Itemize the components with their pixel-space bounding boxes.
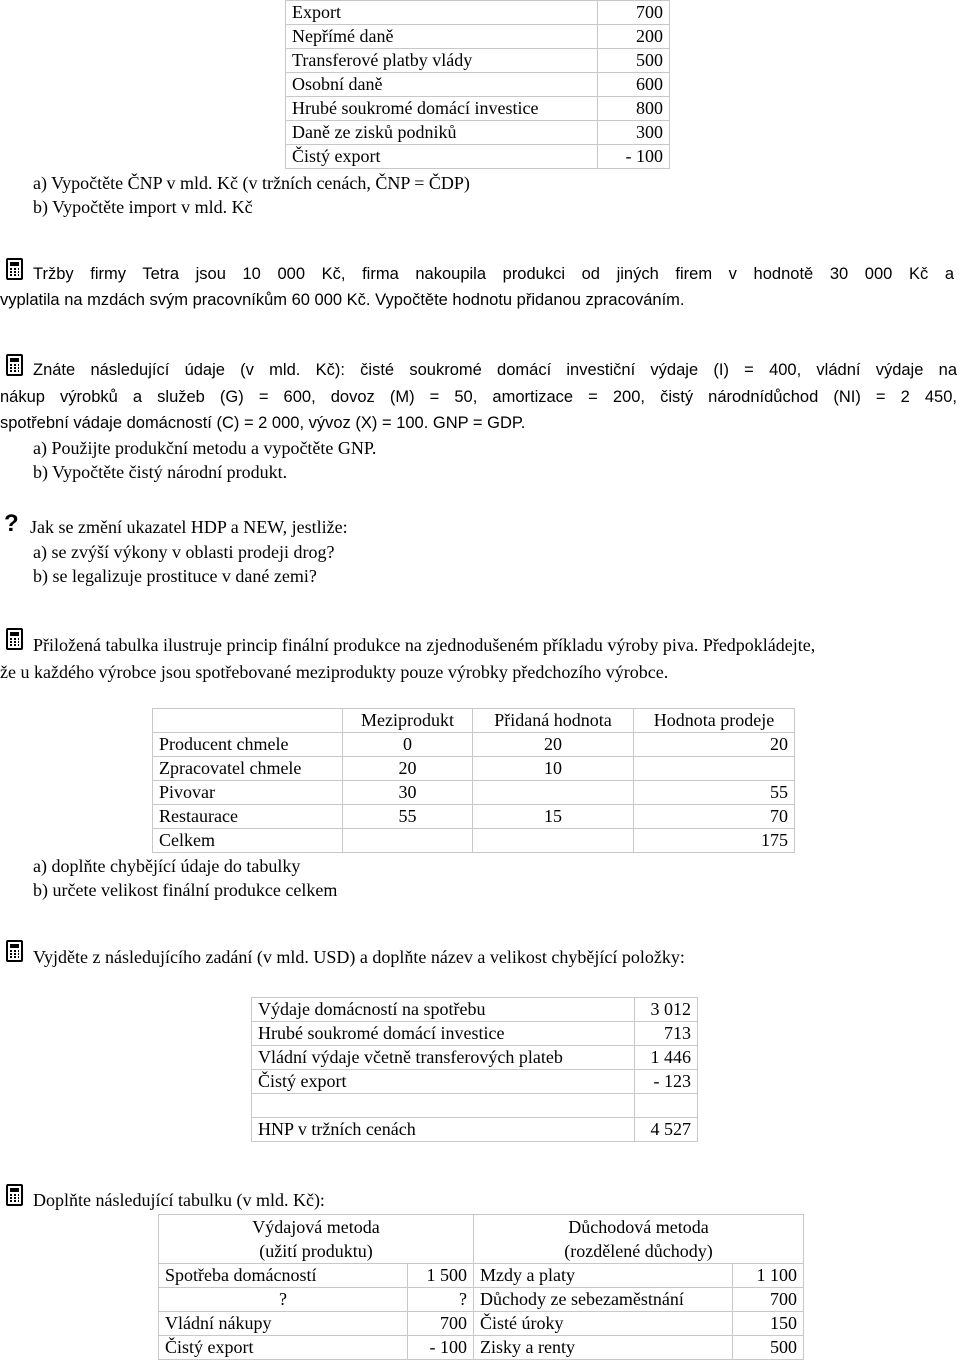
table-row — [159, 1264, 804, 1288]
table-row — [286, 97, 670, 121]
task4-line1: Jak se změní ukazatel HDP a NEW, jestliže: — [30, 517, 348, 537]
task3-line2: nákup výrobků a služeb (G) = 600, dovoz (M) = 50, amortizace = 200, čistý národnídůchod (NI) = 2 450, — [0, 388, 957, 406]
row-value: - 123 — [635, 1070, 698, 1094]
row-label: Daně ze zisků podniků — [286, 121, 598, 145]
table-cell — [473, 829, 634, 853]
table-cell: 20 — [473, 733, 634, 757]
row-value: 700 — [598, 1, 670, 25]
table-cell: Důchody ze sebezaměstnání — [474, 1288, 733, 1312]
table-cell: 15 — [473, 805, 634, 829]
table-cell: 700 — [408, 1312, 474, 1336]
calculator-icon — [6, 940, 23, 962]
table-cell: Zpracovatel chmele — [153, 757, 343, 781]
column-header: Meziprodukt — [343, 709, 473, 733]
macro-data-table — [285, 0, 670, 169]
row-label — [252, 1094, 635, 1118]
table-row — [286, 25, 670, 49]
row-value: 1 446 — [635, 1046, 698, 1070]
table-row — [153, 757, 795, 781]
task5-line1: Přiložená tabulka ilustruje princip finální produkce na zjednodušeném příkladu výroby piva. Předpokládejte, — [33, 635, 816, 655]
table-header-row — [153, 709, 795, 733]
table-cell — [473, 781, 634, 805]
table-row — [252, 1022, 698, 1046]
task5-b: b) určete velikost finální produkce celkem — [33, 880, 338, 900]
column-header — [153, 709, 343, 733]
table-row — [159, 1288, 804, 1312]
row-label: Nepřímé daně — [286, 25, 598, 49]
row-value: 500 — [598, 49, 670, 73]
row-label: Osobní daně — [286, 73, 598, 97]
table-row — [252, 1070, 698, 1094]
question-mark-icon: ? — [4, 510, 19, 537]
task5-a: a) doplňte chybějící údaje do tabulky — [33, 856, 301, 876]
row-value: 600 — [598, 73, 670, 97]
table-row — [286, 49, 670, 73]
beer-production-table — [152, 708, 795, 853]
table-cell: Pivovar — [153, 781, 343, 805]
table-row — [286, 145, 670, 169]
table-cell: 0 — [343, 733, 473, 757]
task4-b: b) se legalizuje prostituce v dané zemi? — [33, 566, 317, 586]
table-cell: Celkem — [153, 829, 343, 853]
table-cell: 20 — [634, 733, 795, 757]
table-cell — [343, 829, 473, 853]
calculator-icon — [6, 1184, 23, 1206]
table-cell: Restaurace — [153, 805, 343, 829]
task3-line3: spotřební vádaje domácností (C) = 2 000, vývoz (X) = 100. GNP = GDP. — [0, 414, 526, 432]
row-value: 300 — [598, 121, 670, 145]
table-cell: 700 — [733, 1288, 804, 1312]
table-cell: ? — [408, 1288, 474, 1312]
task3-line1: Znáte následující údaje (v mld. Kč): čisté soukromé domácí investiční výdaje (I) = 400, vládní výdaje na — [33, 361, 957, 379]
task6-line1: Vyjděte z následujícího zadání (v mld. USD) a doplňte název a velikost chybějící položky: — [33, 947, 685, 967]
table-cell: 1 100 — [733, 1264, 804, 1288]
row-value: 4 527 — [635, 1118, 698, 1142]
table-cell: 10 — [473, 757, 634, 781]
task1-a: a) Vypočtěte ČNP v mld. Kč (v tržních cenách, ČNP = ČDP) — [33, 173, 470, 193]
table-row — [159, 1336, 804, 1360]
table-row — [286, 1, 670, 25]
table-row — [153, 805, 795, 829]
task1-b: b) Vypočtěte import v mld. Kč — [33, 197, 253, 217]
table-cell: Mzdy a platy — [474, 1264, 733, 1288]
row-label: Čistý export — [286, 145, 598, 169]
row-label: Výdaje domácností na spotřebu — [252, 998, 635, 1022]
task3-a: a) Použijte produkční metodu a vypočtěte GNP. — [33, 438, 377, 458]
row-label: Transferové platby vlády — [286, 49, 598, 73]
table-cell: 70 — [634, 805, 795, 829]
table-cell — [634, 757, 795, 781]
table-row — [286, 121, 670, 145]
table-cell: 55 — [634, 781, 795, 805]
row-label: Vládní výdaje včetně transferových plateb — [252, 1046, 635, 1070]
table-row — [159, 1312, 804, 1336]
head-right-1: Důchodová metoda — [568, 1217, 709, 1237]
column-header: Hodnota prodeje — [634, 709, 795, 733]
table-cell: Čistý export — [159, 1336, 408, 1360]
row-value: 200 — [598, 25, 670, 49]
table-row — [252, 998, 698, 1022]
task2-line1: Tržby firmy Tetra jsou 10 000 Kč, firma nakoupila produkci od jiných firem v hodnotě 30 000 Kč a — [33, 265, 954, 283]
usd-table — [251, 997, 698, 1142]
task3-b: b) Vypočtěte čistý národní produkt. — [33, 462, 288, 482]
table-cell: Čisté úroky — [474, 1312, 733, 1336]
row-value: 3 012 — [635, 998, 698, 1022]
table-row — [153, 733, 795, 757]
table-cell: 30 — [343, 781, 473, 805]
table-cell: 55 — [343, 805, 473, 829]
task4-a: a) se zvýší výkony v oblasti prodeji drog? — [33, 542, 335, 562]
row-label: Hrubé soukromé domácí investice — [286, 97, 598, 121]
row-label: Export — [286, 1, 598, 25]
head-right-2: (rozdělené důchody) — [564, 1241, 713, 1261]
table-row — [153, 781, 795, 805]
table-cell: 500 — [733, 1336, 804, 1360]
table-cell: 1 500 — [408, 1264, 474, 1288]
table-row — [252, 1046, 698, 1070]
table-row — [153, 829, 795, 853]
head-left-1: Výdajová metoda — [252, 1217, 380, 1237]
calculator-icon — [6, 354, 23, 376]
row-value — [635, 1094, 698, 1118]
task5-line2: že u každého výrobce jsou spotřebované meziprodukty pouze výrobky předchozího výrobce. — [0, 662, 669, 682]
table-row — [286, 73, 670, 97]
table-cell: - 100 — [408, 1336, 474, 1360]
row-value: - 100 — [598, 145, 670, 169]
task7-line1: Doplňte následující tabulku (v mld. Kč): — [33, 1190, 325, 1210]
calculator-icon — [6, 258, 23, 280]
column-header: Přidaná hodnota — [473, 709, 634, 733]
table-cell: 20 — [343, 757, 473, 781]
table-cell: 175 — [634, 829, 795, 853]
table-row — [252, 1094, 698, 1118]
table-cell: Vládní nákupy — [159, 1312, 408, 1336]
table-cell: Spotřeba domácností — [159, 1264, 408, 1288]
row-value: 713 — [635, 1022, 698, 1046]
income-expenditure-table — [158, 1214, 804, 1360]
row-label: Čistý export — [252, 1070, 635, 1094]
table-row — [252, 1118, 698, 1142]
head-left-2: (užití produktu) — [259, 1241, 373, 1261]
table-cell: 150 — [733, 1312, 804, 1336]
row-label: Hrubé soukromé domácí investice — [252, 1022, 635, 1046]
table-cell: Producent chmele — [153, 733, 343, 757]
table-cell: Zisky a renty — [474, 1336, 733, 1360]
calculator-icon — [6, 628, 23, 650]
row-label: HNP v tržních cenách — [252, 1118, 635, 1142]
row-value: 800 — [598, 97, 670, 121]
task2-line2: vyplatila na mzdách svým pracovníkům 60 000 Kč. Vypočtěte hodnotu přidanou zpracováním. — [0, 291, 685, 309]
table-cell: ? — [159, 1288, 408, 1312]
